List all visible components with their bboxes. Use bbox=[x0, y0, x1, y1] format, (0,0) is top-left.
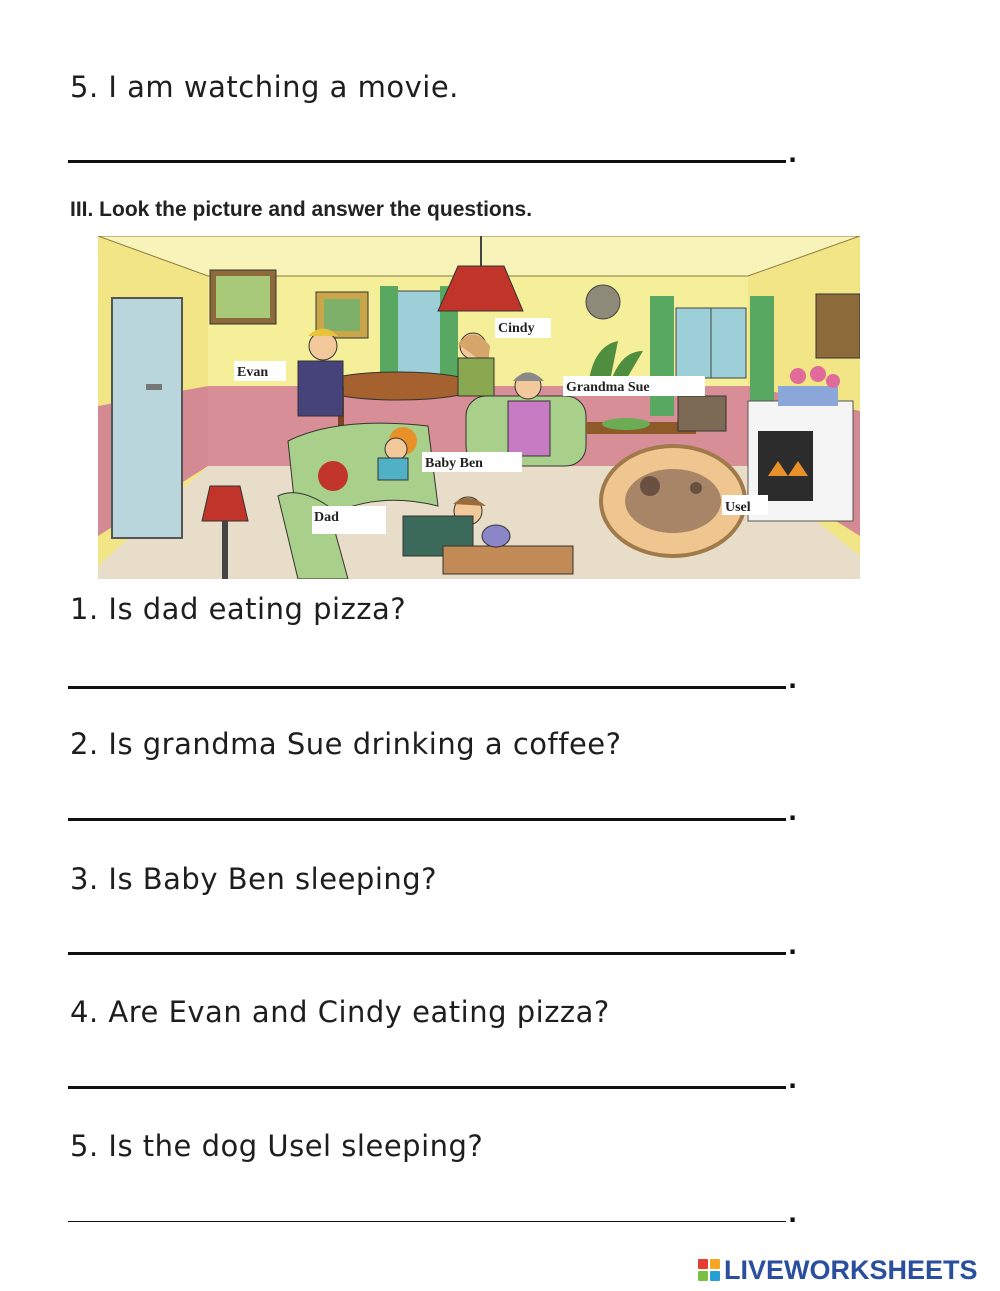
label-grandma-sue: Grandma Sue bbox=[566, 380, 650, 395]
answer-period: . bbox=[788, 1066, 798, 1094]
question-5: 5. Is the dog Usel sleeping? bbox=[70, 1129, 484, 1163]
question-1: 1. Is dad eating pizza? bbox=[70, 592, 407, 626]
question-3: 3. Is Baby Ben sleeping? bbox=[70, 862, 438, 896]
brand-name: LIVEWORKSHEETS bbox=[724, 1254, 978, 1285]
answer-line-4[interactable] bbox=[68, 1086, 786, 1089]
living-room-picture bbox=[98, 236, 860, 579]
logo-grid-icon bbox=[698, 1259, 720, 1281]
answer-line-1[interactable] bbox=[68, 686, 786, 689]
question-4: 4. Are Evan and Cindy eating pizza? bbox=[70, 995, 610, 1029]
answer-line-3[interactable] bbox=[68, 952, 786, 955]
label-cindy: Cindy bbox=[498, 321, 535, 336]
answer-period: . bbox=[788, 932, 798, 960]
question-2: 2. Is grandma Sue drinking a coffee? bbox=[70, 727, 622, 761]
label-dad: Dad bbox=[314, 510, 339, 525]
answer-line-2[interactable] bbox=[68, 818, 786, 821]
answer-period: . bbox=[788, 798, 798, 826]
label-usel: Usel bbox=[725, 500, 751, 515]
answer-line-5[interactable] bbox=[68, 1221, 786, 1222]
previous-question: 5. I am watching a movie. bbox=[70, 70, 459, 104]
answer-period: . bbox=[788, 1200, 798, 1228]
section-title: III. Look the picture and answer the questions. bbox=[70, 198, 533, 221]
label-baby-ben: Baby Ben bbox=[425, 456, 483, 471]
answer-period: . bbox=[788, 666, 798, 694]
answer-period: . bbox=[788, 140, 798, 168]
liveworksheets-logo bbox=[698, 1255, 978, 1285]
label-evan: Evan bbox=[237, 365, 269, 380]
answer-line-prev[interactable] bbox=[68, 160, 786, 163]
